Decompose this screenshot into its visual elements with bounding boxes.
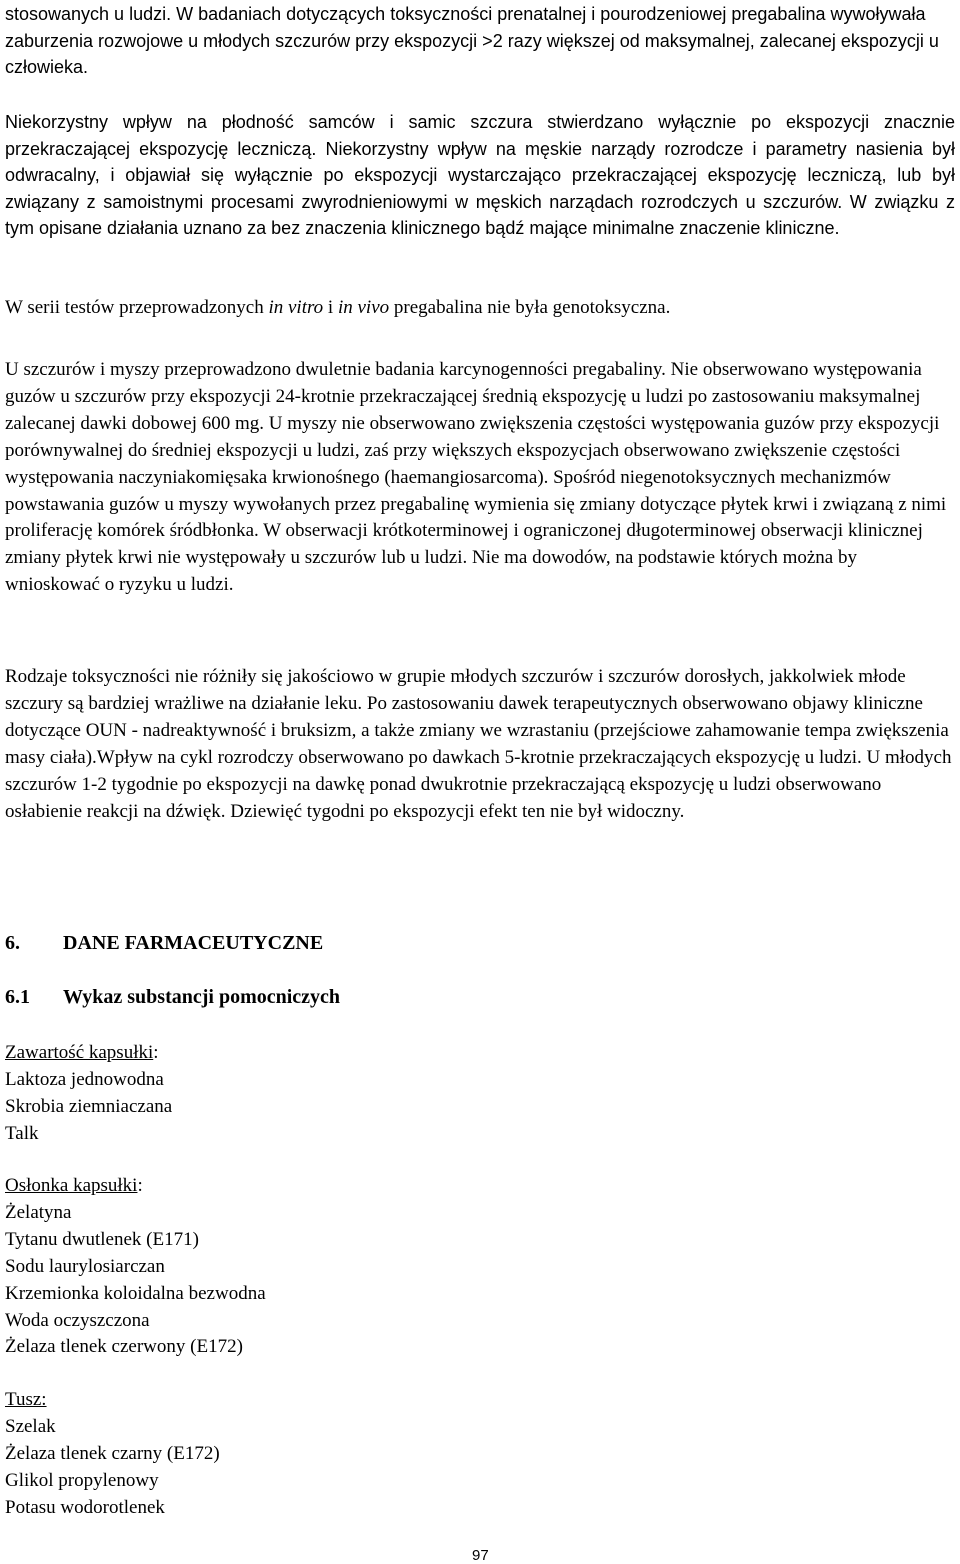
ink-list <box>5 1387 220 1522</box>
section-6-1-heading <box>5 986 340 1009</box>
list-item: Skrobia ziemniaczana <box>5 1095 173 1117</box>
ink-caption-text: Tusz: <box>5 1389 47 1410</box>
list-item: Szelak <box>5 1415 56 1437</box>
list-item: Sodu laurylosiarczan <box>5 1255 165 1277</box>
capsule-shell-caption-colon: : <box>137 1175 143 1196</box>
list-item: Krzemionka koloidalna bezwodna <box>5 1282 266 1304</box>
capsule-content-caption <box>5 1040 172 1067</box>
paragraph-fertility: Niekorzystny wpływ na płodność samców i samic szczura stwierdzano wyłącznie po ekspozycji znacznie przekraczającej ekspozycję leczniczą. Niekorzystny wpływ na męskie narządy rozrodcze i parametry nasienia był odwracalny, i objawiał się wyłącznie po ekspozycji wystarczająco przekraczającej ekspozycję leczniczą, lub był związany z samoistnymi procesami zwyrodnieniowymi w męskich narządach rozrodczych u szczurów. W związku z tym opisane działania uznano za bez znaczenia klinicznego bądź mające minimalne znaczenie kliniczne. <box>5 112 955 239</box>
paragraph-prenatal-toxicity: stosowanych u ludzi. W badaniach dotyczących toksyczności prenatalnej i pourodzeniowej pregabalina wywoływała zaburzenia rozwojowe u młodych szczurów przy ekspozycji >2 razy większej od maksymalnej, zalecanej ekspozycji u człowieka. <box>5 4 939 78</box>
list-item: Żelaza tlenek czarny (E172) <box>5 1442 220 1464</box>
page-number: 97 <box>472 1547 489 1564</box>
genotoxicity-text-end: pregabalina nie była genotoksyczna. <box>389 297 671 318</box>
list-item: Potasu wodorotlenek <box>5 1496 165 1518</box>
capsule-shell-list <box>5 1173 266 1361</box>
section-6-heading <box>5 932 323 955</box>
section-6-1-title: Wykaz substancji pomocniczych <box>63 986 341 1008</box>
list-item: Żelatyna <box>5 1201 72 1223</box>
genotoxicity-text-start: W serii testów przeprowadzonych <box>5 297 269 318</box>
in-vitro-term: in vitro <box>268 297 324 318</box>
capsule-shell-caption-text: Osłonka kapsułki <box>5 1175 138 1196</box>
list-item: Glikol propylenowy <box>5 1469 159 1491</box>
section-6-title: DANE FARMACEUTYCZNE <box>63 932 324 954</box>
section-6-1-number: 6.1 <box>5 986 30 1008</box>
list-item: Woda oczyszczona <box>5 1309 150 1331</box>
paragraph-carcinogenicity: U szczurów i myszy przeprowadzono dwuletnie badania karcynogenności pregabaliny. Nie obserwowano występowania guzów u szczurów przy ekspozycji 24-krotnie przekraczającej średnią ekspozycję u ludzi po zastosowaniu maksymalnej zalecanej dawki dobowej 600 mg. U myszy nie obserwowano zwiększenia częstości występowania guzów przy ekspozycji porównywalnej do średniej ekspozycji u ludzi, zaś przy większych ekspozycjach obserwowano zwiększenie częstości występowania naczyniakomięsaka krwionośnego (haemangiosarcoma). Spośród niegenotoksycznych mechanizmów powstawania guzów u myszy wywołanych przez pregabalinę wymienia się zmiany dotyczące płytek krwi i związaną z nimi proliferację komórek śródbłonka. W obserwacji krótkoterminowej i ograniczonej długoterminowej obserwacji klinicznej zmiany płytek krwi nie występowały u szczurów lub u ludzi. Nie ma dowodów, na podstawie których można by wnioskować o ryzyku u ludzi. <box>5 359 947 596</box>
section-6-number: 6. <box>5 932 20 954</box>
paragraph-genotoxicity <box>5 295 955 322</box>
list-item: Talk <box>5 1122 39 1144</box>
list-item: Żelaza tlenek czerwony (E172) <box>5 1336 243 1358</box>
list-item: Laktoza jednowodna <box>5 1068 164 1090</box>
genotoxicity-text-mid: i <box>323 297 338 318</box>
capsule-shell-caption <box>5 1173 266 1200</box>
ink-caption <box>5 1387 220 1414</box>
in-vivo-term: in vivo <box>337 297 390 318</box>
capsule-content-list <box>5 1040 172 1148</box>
list-item: Tytanu dwutlenek (E171) <box>5 1228 199 1250</box>
capsule-content-caption-colon: : <box>153 1042 159 1063</box>
paragraph-juvenile-toxicity: Rodzaje toksyczności nie różniły się jakościowo w grupie młodych szczurów i szczurów dorosłych, jakkolwiek młode szczury są bardziej wrażliwe na działanie leku. Po zastosowaniu dawek terapeutycznych obserwowano objawy kliniczne dotyczące OUN - nadreaktywność i bruksizm, a także zmiany we wzrastaniu (przejściowe zahamowanie tempa zwiększenia masy ciała).Wpływ na cykl rozrodczy obserwowano po dawkach 5-krotnie przekraczających ekspozycję u ludzi. U młodych szczurów 1-2 tygodnie po ekspozycji na dawkę ponad dwukrotnie przekraczającą ekspozycję u ludzi obserwowano osłabienie reakcji na dźwięk. Dziewięć tygodni po ekspozycji efekt ten nie był widoczny. <box>5 666 952 822</box>
capsule-content-caption-text: Zawartość kapsułki <box>5 1042 154 1063</box>
